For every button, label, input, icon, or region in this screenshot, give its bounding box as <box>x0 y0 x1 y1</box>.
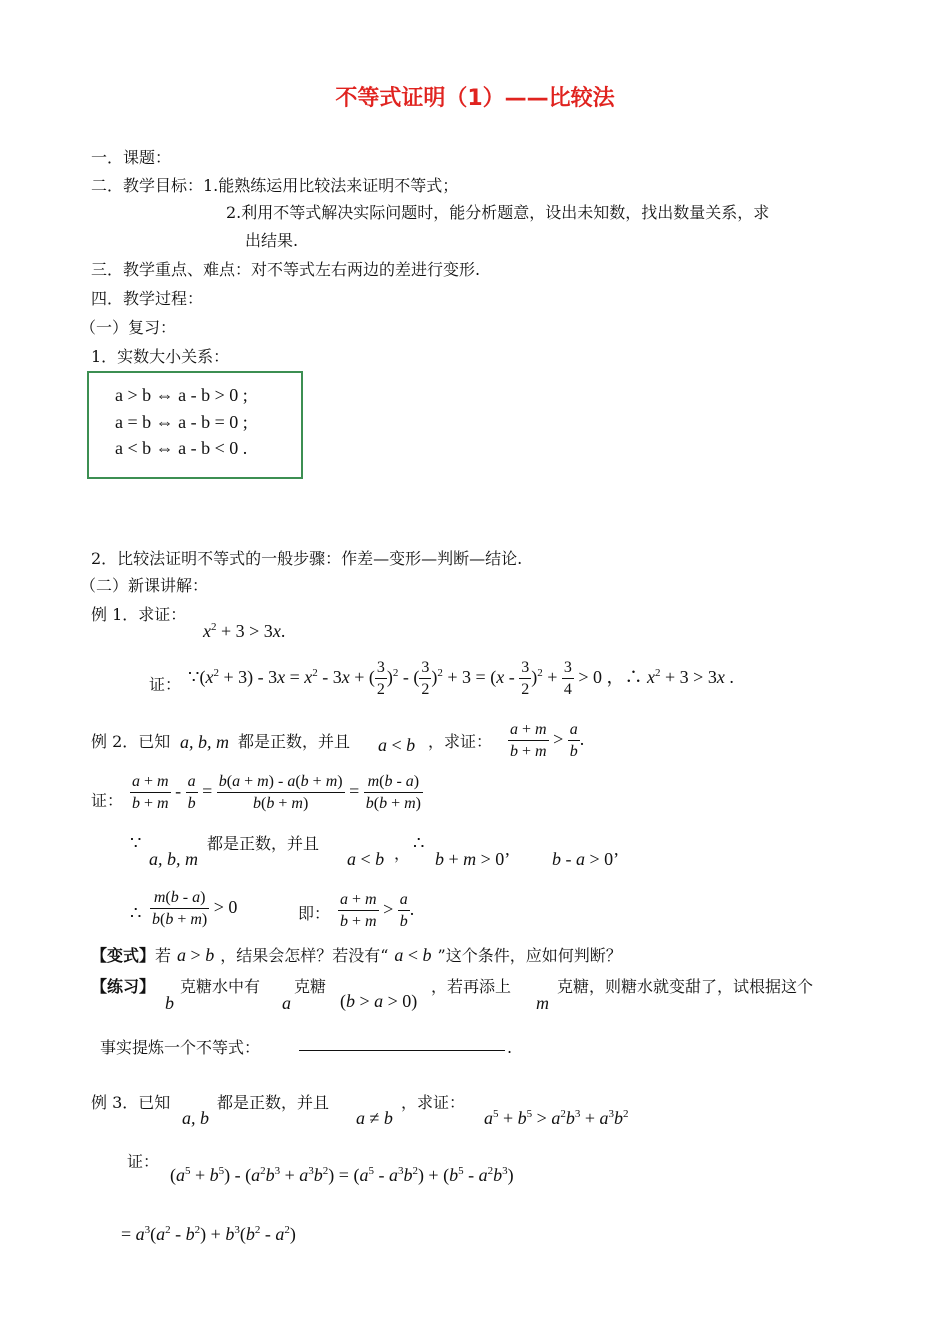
example-1-label: 例 1．求证： <box>91 605 187 624</box>
example-2-claim: $\frac{a + m}{b + m}$ > $\frac{a}{b}$ . <box>510 721 585 760</box>
example-3-text1: 都是正数，并且 <box>217 1093 330 1112</box>
therefore-symbol: ∴ <box>624 667 643 688</box>
section-new-lesson: （二）新课讲解： <box>80 576 209 595</box>
example-2-pos2: b - a > 0’ <box>552 849 620 869</box>
example-3-proof-line1: $(a^5 + b^5) - (a^2b^3 + a^3b^2) = (a^5 - a^3b^2) + (b^5 - a^2b^3)$ <box>170 1165 514 1185</box>
practice-text-5: 事实提炼一个不等式： <box>100 1038 261 1057</box>
section-goals-3: 出结果. <box>245 231 299 250</box>
example-2-pos1: b + m > 0’ <box>435 849 511 869</box>
because-symbol-2: ∵ <box>130 833 142 853</box>
item-steps: 2．比较法证明不等式的一般步骤：作差—变形—判断—结论. <box>91 549 523 568</box>
section-topic: 一．课题： <box>91 148 172 167</box>
answer-blank[interactable] <box>299 1050 505 1051</box>
variant-tag: 【变式】 <box>91 946 156 965</box>
section-goals-2: 2.利用不等式解决实际问题时，能分析题意，设出未知数，找出数量关系，求 <box>226 203 770 222</box>
variant-text-2: ，结果会怎样？若没有“ <box>220 946 389 965</box>
practice-cond: (b > a > 0) <box>340 991 418 1011</box>
practice-end: . <box>507 1038 513 1057</box>
example-3-proof-line2: = $a^3(a^2 - b^2) + b^3(b^2 - a^2)$ <box>121 1224 296 1244</box>
practice-text-4: 克糖，则糖水就变甜了，试根据这个 <box>557 977 814 996</box>
example-2-proof-label: 证： <box>91 791 124 810</box>
because-symbol: ∵ <box>188 667 200 688</box>
variant-line <box>91 946 622 964</box>
example-2-cond: a < b <box>378 735 416 755</box>
variant-text-1: 若 <box>155 946 172 965</box>
example-2-text3: 都是正数，并且 <box>207 834 320 853</box>
practice-var-a: a <box>282 993 291 1013</box>
practice-text-1: 克糖水中有 <box>180 977 261 996</box>
practice-text-2: 克糖 <box>294 977 327 996</box>
example-1-proof: $\because(x^2 + 3) - 3x = x^2 - 3x$ + ( $\frac{3}{2}$ )$^2$ - ( $\frac{3}{2}$ )$^2$ + 3 = (x - $\frac{3}{2}$ )$^2$ + $\frac{3}{4}$ > 0 ，∴ $x^2 + 3 > 3x$ . <box>188 659 734 698</box>
page-title: 不等式证明（1）——比较法 <box>335 86 615 111</box>
variant-text-3: ”这个条件，应如何判断？ <box>437 946 622 965</box>
variant-cond-2: a < b <box>394 945 432 965</box>
practice-var-b: b <box>165 993 174 1013</box>
comma-1: ， <box>394 844 411 863</box>
example-3-label: 例 3．已知 <box>91 1093 171 1112</box>
example-2-label: 例 2．已知 <box>91 732 171 751</box>
relation-line-1: a > b ⇔ a - b > 0 ; <box>115 385 248 405</box>
therefore-symbol-3: ∴ <box>130 903 142 923</box>
example-3-text2: ，求证： <box>401 1093 466 1112</box>
relation-line-3: a < b ⇔ a - b < 0 . <box>115 438 248 458</box>
example-3-proof-label: 证： <box>127 1152 160 1171</box>
section-review: （一）复习： <box>80 318 177 337</box>
section-process: 四．教学过程： <box>91 289 204 308</box>
example-2-proof-line1: $\frac{a + m}{b + m}$ - $\frac{a}{b}$ = $\frac{b(a + m) - a(b + m)}{b(b + m)}$ = $\frac{m(b - a)}{b(b + m)}$ <box>132 773 421 812</box>
example-1-proof-label: 证： <box>149 675 182 694</box>
therefore-symbol-2: ∴ <box>413 833 425 853</box>
variant-cond-1: a > b <box>177 945 215 965</box>
example-2-text1: 都是正数，并且 <box>238 732 351 751</box>
relation-box <box>87 371 303 479</box>
example-3-cond: a ≠ b <box>356 1108 393 1128</box>
example-2-conclusion: $\frac{a + m}{b + m}$ > $\frac{a}{b}$ . <box>340 891 415 930</box>
practice-text-3: ，若再添上 <box>431 977 512 996</box>
example-2-cond-2: a < b <box>347 849 385 869</box>
practice-tag <box>91 979 155 995</box>
relation-line-2: a = b ⇔ a - b = 0 ; <box>115 412 248 432</box>
example-2-text2: ，求证： <box>428 732 493 751</box>
example-2-vars: a, b, m <box>180 732 229 752</box>
item-real-order: 1．实数大小关系： <box>91 347 230 366</box>
example-1-statement: $x^2 + 3 > 3x$. <box>203 621 286 641</box>
practice-var-m: m <box>536 993 549 1013</box>
example-2-ie: 即： <box>298 904 331 923</box>
section-goals: 二．教学目标：1.能熟练运用比较法来证明不等式； <box>91 176 459 195</box>
example-2-positive: $\frac{m(b - a)}{b(b + m)}$ > 0 <box>152 889 238 928</box>
example-2-vars-2: a, b, m <box>149 849 198 869</box>
example-3-claim: $a^5 + b^5 > a^2b^3 + a^3b^2$ <box>484 1108 629 1128</box>
section-keypoints: 三．教学重点、难点：对不等式左右两边的差进行变形. <box>91 260 481 279</box>
practice-tag-text: 【练习】 <box>91 977 156 996</box>
example-3-vars: a, b <box>182 1108 209 1128</box>
